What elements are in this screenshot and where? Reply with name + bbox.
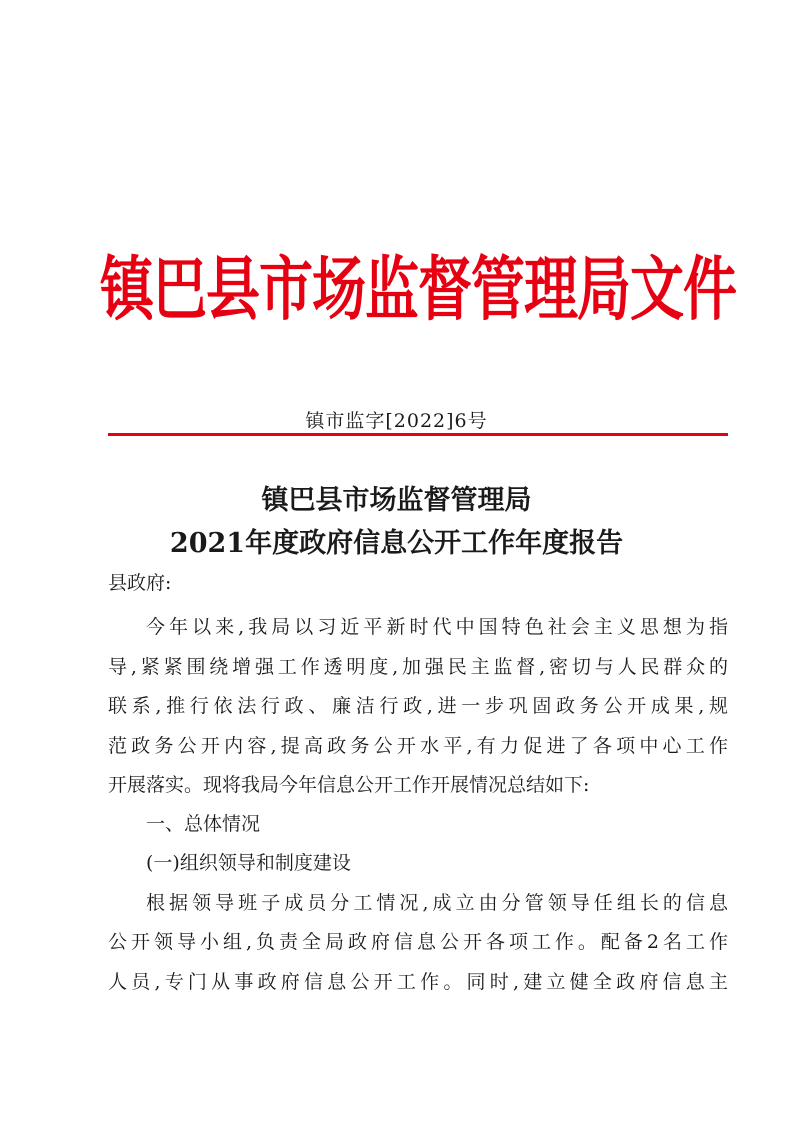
masthead-title: 镇巴县市场监督管理局文件 (100, 249, 736, 330)
intro-line-1: 今年以来,我局以习近平新时代中国特色社会主义思想为指 (146, 616, 728, 638)
section-heading: 一、总体情况 (146, 813, 261, 835)
addressee: 县政府: (108, 572, 172, 594)
document-number: 镇市监字[2022]6号 (305, 410, 488, 432)
subsection-heading: (一)组织领导和制度建设 (146, 852, 351, 874)
body-line-2: 公开领导小组,负责全局政府信息公开各项工作。配备2名工作 (108, 931, 728, 953)
intro-line-2: 导,紧紧围绕增强工作透明度,加强民主监督,密切与人民群众的 (108, 656, 728, 678)
report-title-line-2: 2021年度政府信息公开工作年度报告 (169, 528, 624, 559)
intro-line-4: 范政务公开内容,提高政务公开水平,有力促进了各项中心工作 (108, 735, 728, 757)
red-divider-line (108, 433, 728, 436)
intro-line-3: 联系,推行依法行政、廉洁行政,进一步巩固政务公开成果,规 (108, 695, 728, 717)
body-line-1: 根据领导班子成员分工情况,成立由分管领导任组长的信息 (146, 892, 728, 914)
intro-line-5: 开展落实。现将我局今年信息公开工作开展情况总结如下: (108, 774, 590, 796)
body-line-3: 人员,专门从事政府信息公开工作。同时,建立健全政府信息主 (108, 971, 728, 993)
report-title-line-1: 镇巴县市场监督管理局 (261, 485, 532, 516)
